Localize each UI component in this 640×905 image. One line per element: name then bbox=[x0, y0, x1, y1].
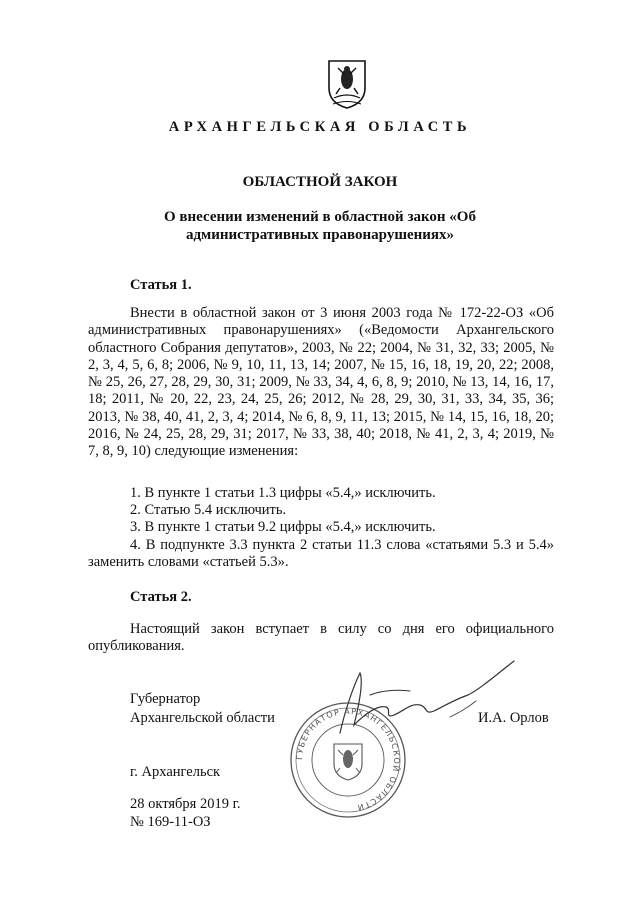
article-2-heading: Статья 2. bbox=[130, 589, 192, 605]
signatory-name: И.А. Орлов bbox=[478, 710, 549, 726]
issue-date: 28 октября 2019 г. bbox=[130, 796, 241, 812]
coat-of-arms-icon bbox=[326, 58, 368, 110]
amendment-item-4: 4. В подпункте 3.3 пункта 2 статьи 11.3 слова «статьями 5.3 и 5.4» заменить словами «статьей 5.3». bbox=[88, 537, 554, 571]
law-number: № 169-11-ОЗ bbox=[130, 814, 211, 830]
article-1-heading: Статья 1. bbox=[130, 277, 192, 293]
article-1-intro: Внести в областной закон от 3 июня 2003 года № 172-22-ОЗ «Об административных правонарушениях» («Ведомости Архангельского областного Собрания депутатов», 2003, № 22; 2004, № 31, 32, 33; 2005, № 2, 3, 4, 5, 6, 8; 2006, № 9, 10, 11, 13, 14; 2007, № 15, 16, 18, 19, 20, 22; 2008, № 25, 26, 27, 28, 29, 30, 31; 2009, № 33, 34, 4, 6, 8, 9; 2010, № 13, 14, 16, 17, 18; 2011, № 20, 22, 23, 24, 25, 26; 2012, № 28, 29, 30, 31, 33, 34, 35, 36; 2013, № 38, 40, 41, 2, 3, 4; 2014, № 6, 8, 9, 11, 13; 2015, № 14, 15, 16, 18, 20; 2016, № 24, 25, 28, 29, 31; 2017, № 33, 38, 40; 2018, № 41, 2, 3, 4; 2019, № 7, 8, 9, 10) следующие изменения: bbox=[88, 305, 554, 460]
region-name: АРХАНГЕЛЬСКАЯ ОБЛАСТЬ bbox=[168, 119, 472, 135]
amendment-item-1: 1. В пункте 1 статьи 1.3 цифры «5.4,» исключить. bbox=[130, 485, 436, 501]
amendment-item-3: 3. В пункте 1 статьи 9.2 цифры «5.4,» исключить. bbox=[130, 519, 436, 535]
document-title: О внесении изменений в областной закон «Об административных правонарушениях» bbox=[164, 209, 476, 243]
amendment-item-2: 2. Статью 5.4 исключить. bbox=[130, 502, 287, 518]
signatory-position-line-2: Архангельской области bbox=[130, 710, 275, 726]
issue-city: г. Архангельск bbox=[130, 764, 221, 780]
signatory-position-line-1: Губернатор bbox=[130, 691, 201, 707]
document-type: ОБЛАСТНОЙ ЗАКОН bbox=[242, 174, 398, 190]
handwritten-signature bbox=[300, 655, 530, 745]
seal-text: ГУБЕРНАТОР АРХАНГЕЛЬСКОЙ ОБЛАСТИ bbox=[294, 706, 402, 813]
article-2-text: Настоящий закон вступает в силу со дня его официального опубликования. bbox=[88, 621, 554, 655]
